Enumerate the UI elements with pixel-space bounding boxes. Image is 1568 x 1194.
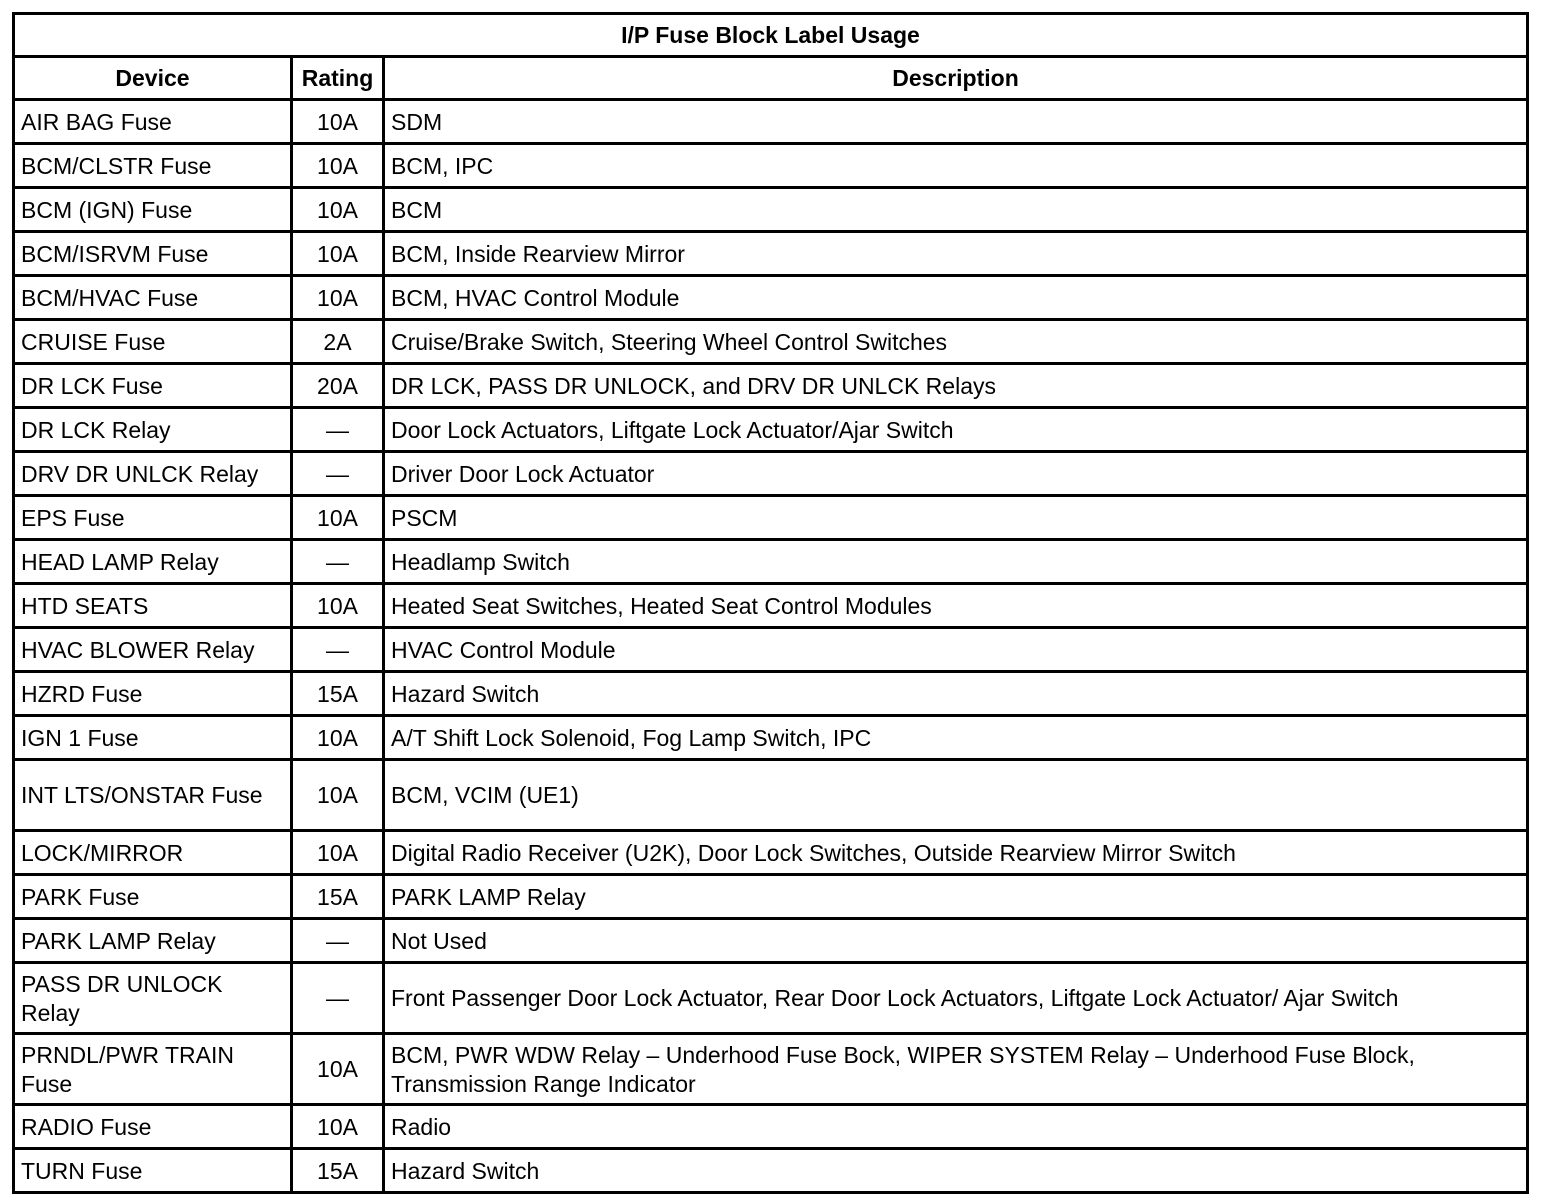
rating-cell: 15A — [292, 672, 384, 716]
device-cell: PARK LAMP Relay — [14, 919, 292, 963]
description-cell: HVAC Control Module — [384, 628, 1528, 672]
table-title-row — [14, 14, 1528, 57]
table-row — [14, 584, 1528, 628]
rating-cell: 10A — [292, 716, 384, 760]
device-cell: EPS Fuse — [14, 496, 292, 540]
table-row — [14, 496, 1528, 540]
table-row — [14, 100, 1528, 144]
table-row — [14, 628, 1528, 672]
table-row — [14, 408, 1528, 452]
description-cell: Heated Seat Switches, Heated Seat Control Modules — [384, 584, 1528, 628]
rating-cell: 20A — [292, 364, 384, 408]
rating-cell: 10A — [292, 100, 384, 144]
description-cell: Driver Door Lock Actuator — [384, 452, 1528, 496]
description-cell: BCM, HVAC Control Module — [384, 276, 1528, 320]
description-cell: BCM, PWR WDW Relay – Underhood Fuse Bock, WIPER SYSTEM Relay – Underhood Fuse Block, Transmission Range Indicator — [384, 1034, 1528, 1105]
rating-cell: 10A — [292, 276, 384, 320]
device-cell: BCM (IGN) Fuse — [14, 188, 292, 232]
description-cell: Not Used — [384, 919, 1528, 963]
description-cell: Hazard Switch — [384, 672, 1528, 716]
device-cell: BCM/ISRVM Fuse — [14, 232, 292, 276]
table-row — [14, 320, 1528, 364]
device-cell: DR LCK Fuse — [14, 364, 292, 408]
rating-cell: 10A — [292, 1034, 384, 1105]
device-cell: PASS DR UNLOCK Relay — [14, 963, 292, 1034]
description-cell: Digital Radio Receiver (U2K), Door Lock Switches, Outside Rearview Mirror Switch — [384, 831, 1528, 875]
rating-cell: 10A — [292, 831, 384, 875]
column-header-device: Device — [14, 57, 292, 100]
description-cell: Radio — [384, 1105, 1528, 1149]
table-row — [14, 760, 1528, 831]
device-cell: CRUISE Fuse — [14, 320, 292, 364]
rating-cell: 15A — [292, 875, 384, 919]
description-cell: Hazard Switch — [384, 1149, 1528, 1193]
table-row — [14, 452, 1528, 496]
device-cell: INT LTS/ONSTAR Fuse — [14, 760, 292, 831]
rating-cell: 10A — [292, 232, 384, 276]
rating-cell: 10A — [292, 760, 384, 831]
description-cell: A/T Shift Lock Solenoid, Fog Lamp Switch, IPC — [384, 716, 1528, 760]
table-row — [14, 831, 1528, 875]
rating-cell: 10A — [292, 144, 384, 188]
description-cell: Headlamp Switch — [384, 540, 1528, 584]
table-row — [14, 540, 1528, 584]
table-row — [14, 364, 1528, 408]
description-cell: BCM — [384, 188, 1528, 232]
rating-cell: 10A — [292, 496, 384, 540]
rating-cell: — — [292, 408, 384, 452]
table-row — [14, 1105, 1528, 1149]
device-cell: LOCK/MIRROR — [14, 831, 292, 875]
device-cell: HVAC BLOWER Relay — [14, 628, 292, 672]
description-cell: Front Passenger Door Lock Actuator, Rear Door Lock Actuators, Liftgate Lock Actuator/ Ajar Switch — [384, 963, 1528, 1034]
description-cell: BCM, VCIM (UE1) — [384, 760, 1528, 831]
table-row — [14, 875, 1528, 919]
table-row — [14, 716, 1528, 760]
fuse-block-table — [12, 12, 1529, 1194]
device-cell: PRNDL/PWR TRAIN Fuse — [14, 1034, 292, 1105]
device-cell: DRV DR UNLCK Relay — [14, 452, 292, 496]
device-cell: HZRD Fuse — [14, 672, 292, 716]
description-cell: PSCM — [384, 496, 1528, 540]
table-row — [14, 919, 1528, 963]
column-header-description: Description — [384, 57, 1528, 100]
description-cell: Door Lock Actuators, Liftgate Lock Actuator/Ajar Switch — [384, 408, 1528, 452]
rating-cell: — — [292, 452, 384, 496]
description-cell: BCM, Inside Rearview Mirror — [384, 232, 1528, 276]
description-cell: BCM, IPC — [384, 144, 1528, 188]
table-row — [14, 188, 1528, 232]
table-row — [14, 1149, 1528, 1193]
table-row — [14, 672, 1528, 716]
device-cell: HTD SEATS — [14, 584, 292, 628]
rating-cell: 10A — [292, 584, 384, 628]
description-cell: PARK LAMP Relay — [384, 875, 1528, 919]
rating-cell: 2A — [292, 320, 384, 364]
rating-cell: — — [292, 540, 384, 584]
rating-cell: 10A — [292, 1105, 384, 1149]
column-header-rating: Rating — [292, 57, 384, 100]
table-row — [14, 144, 1528, 188]
rating-cell: — — [292, 919, 384, 963]
table-row — [14, 963, 1528, 1034]
table-body — [14, 100, 1528, 1193]
rating-cell: 15A — [292, 1149, 384, 1193]
device-cell: HEAD LAMP Relay — [14, 540, 292, 584]
device-cell: BCM/CLSTR Fuse — [14, 144, 292, 188]
description-cell: DR LCK, PASS DR UNLOCK, and DRV DR UNLCK Relays — [384, 364, 1528, 408]
rating-cell: — — [292, 628, 384, 672]
table-header-row — [14, 57, 1528, 100]
description-cell: SDM — [384, 100, 1528, 144]
device-cell: BCM/HVAC Fuse — [14, 276, 292, 320]
rating-cell: — — [292, 963, 384, 1034]
device-cell: TURN Fuse — [14, 1149, 292, 1193]
description-cell: Cruise/Brake Switch, Steering Wheel Control Switches — [384, 320, 1528, 364]
table-row — [14, 1034, 1528, 1105]
device-cell: DR LCK Relay — [14, 408, 292, 452]
device-cell: PARK Fuse — [14, 875, 292, 919]
table-row — [14, 276, 1528, 320]
table-row — [14, 232, 1528, 276]
table-title: I/P Fuse Block Label Usage — [14, 14, 1528, 57]
device-cell: IGN 1 Fuse — [14, 716, 292, 760]
rating-cell: 10A — [292, 188, 384, 232]
device-cell: AIR BAG Fuse — [14, 100, 292, 144]
device-cell: RADIO Fuse — [14, 1105, 292, 1149]
